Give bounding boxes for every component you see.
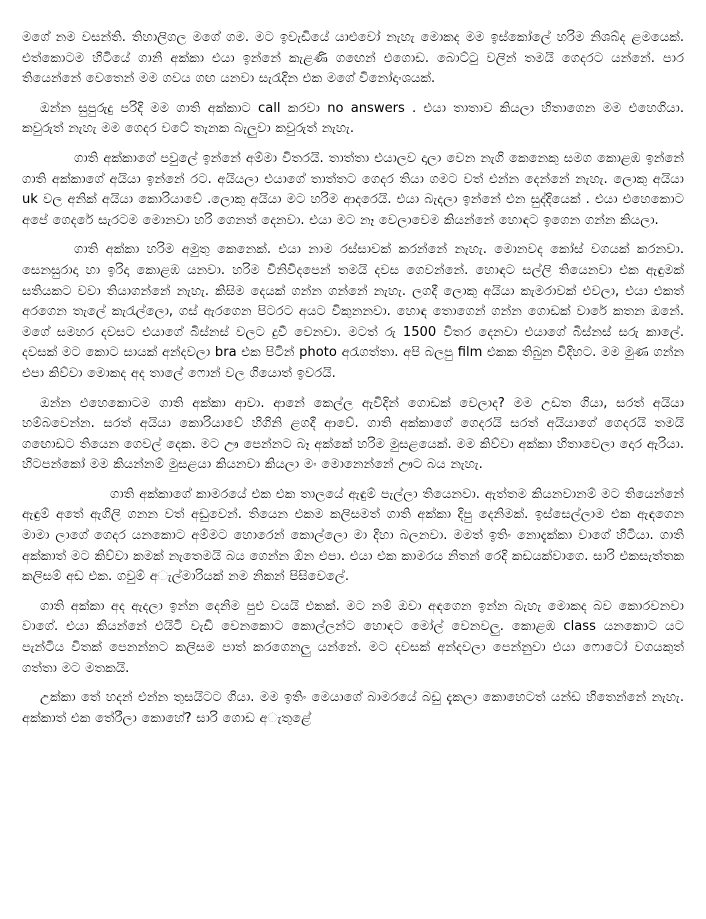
paragraph-3: ගාති අක්කාගේ පවුලේ ඉන්නේ අම්මා විතරයි. තාත්තා එයාලව දාලා වෙන නැගි කෙනෙකු සමග කොළඹ ඉන්නේ ගාති අක්කාගේ අයියා ඉන්නේ රට. අයියලා එයාගේ තාත්තට ගෙදර තියා ගමට වත් එන්න දෙන්නේ නැහැ. ලොකු අයියා uk වල අනික් අයියා කොරියාවේ .ලොකු අයියා මට හරිම ආදරෙයි. එයා බැදලා ඉන්නේ එන සුද්දියෙක් . එයා එහෙකොට අපේ ගෙදරේ සැරටම මොනවා හරි ගෙනත් දෙනවා. එයා මට නෑ වෙලාවෙම කියන්නේ හොඳට ඉගෙන ගන්න කියලා. <box>22 150 684 228</box>
paragraph-8: උක්කා තේ හදන් එන්න තුසයිටට ගියා. මම ඉතිං මෙයාගේ බාමරයේ බඩු දැකලා කොහෙටත් යන්ඩ හිතෙන්නේ නැහැ. අක්කාත් එක තේරීලා කොහේ? සාරි ගොඩ අැතුළේ <box>22 690 684 726</box>
paragraph-4: ගාති අක්කා හරිම අමුතු කෙනෙක්. එයා නාම රස්සාවක් කරන්නේ නැහැ. මොනවද කෝස් වගයක් කරනවා. සෙනසුරාදා හා ඉරිදා කොළඹ යනවා. හරිම විනිවිදපෙන් තමයි දවස ගෙවන්නේ. හොඳට සල්ලි තියෙනවා එක ඇඳුමක් සතියකට වවා තියාගන්නේ නැහැ. කිසිම දෙයක් ගන්න ගන්නේ නැහැ. ලගදී ලොකු අයියා කැමරාවක් එවලා, එයා එකත් අරගෙන තැලේ කැරැල්ලො, ගස් ඇරගෙන පිටරට අයට විකුනනවා. හොඳ තොගෙන් ගන්න ගොඩක් වාරේ කතන ඔනේ. මගේ සමහර දවසට එයාගේ බිස්නස් වලට දුවී වෙනවා. මටත් රු 1500 විතර දෙනවා එයාගේ බිස්නස් සරු කාලේ. දවසක් මට කොට සායක් අන්දවලා bra එක පිටින් photo අරැගත්තා. අපි බලපු film එකක තිබුන විදිහට. මම මුණ ගන්න එපා කිව්වා මොකද අද තාලේ ෆොන් වල ගියොත් ඉවරයි. <box>22 242 684 381</box>
paragraph-5: ඔන්න එහෙකොටම ගාති අක්කා ආවා. ආනේ කෙල්ල ඇවිදින් ගොඩක් වෙලාද? මම උඩත ගියා, සරත් අයියා හම්බවෙන්න. සරත් අයියා කොරියාවේ හිගිනි ළගදී ආවේ. ගාති අක්කාගේ ගෙදරයි සරත් අයියාගේ ගෙදරයි තමයි ගඟොඩට තියෙන ගෙවල් දෙක. මට ඌ පෙන්නට බෑ අක්කේ හරිම මුසළයෙක්. මම කිව්වා අක්කා හිතාවෙලා දොර ඇරියා. හිටපන්කෝ මම කියන්නම් මුසළයා කියනවා කියලා මං මොනෙන්නේ ඌට බය නැහැ. <box>22 395 684 473</box>
paragraph-6: ගාති අක්කාගේ කාමරයේ එක එක තාලයේ ඇඳුම් පැල්ලා තියෙනවා. ඇත්තම කියනවානම් මට තියෙන්නේ ඇඳුම් අතේ ඇගිලි ගනන වත් අඩුවෙන්. තියෙන එකම කලිසමත් ගාති අක්කා දිපු දෙනිමක්. ඉස්සෙල්ලාම එක ඇඳගෙන මාමා ලාගේ ගෙදර යනකොට අම්මට හොරෙන් කොල්ලො මා දිහා බලනවා. මමත් ඉතිං නොදැක්කා වාගේ හිටියා. ගාති අක්කාත් මට කිව්වා කමක් නැතෙමයි බය ගෙන්න ඕන එපා. එයා එක කාමරය නිතන් රෙදි කඩයක්වාගෙ. සාරි එකසැත්තක කලිසම් අඩ එක. ගවුම් අැල්මාරියක් නම නිකන් පිසිවෙලේ. <box>22 486 684 585</box>
paragraph-1: මගේ නම වසන්ති. තිහාලිගල මගේ ගම. මට ඉවැඩියේ යාළුවෝ නැහැ මොකද මම ඉස්කෝලේ හරිම නිශබ්ද ළමයෙක්. එත්කොටම හිටියේ ගානි අක්කා එයා ඉන්නේ කැළණි ගඟෙන් එගොඩ. බොට්ටු වලින් තමයි ගෙදරට යන්නේ. පාර තියෙන්නේ වෙතෙන් මම ගවය ගඟ යනවා සැරැදින එක මගේ විනෝදාංශයක්. <box>22 30 684 87</box>
paragraph-7: ගාති අක්කා අද ඇදලා ඉන්න දෙනිම පුළු වයයි එකක්. මට නම් ඔවා අඳගෙන ඉන්න බැහැ මොකද බව කොරවනවා වාගේ. එයා කියන්නේ එයිටි වැඩි වෙනකොට කොල්ලන්ට හොඳට මෝල් වෙනවලු. කොළඹ class යනකොට යට පැන්ටිය විතක් පෙනන්නට කලිසම පාත් කරගෙනලු යන්නේ. මට දවසක් අන්දවලා පෙන්නුවා එයා ෆොටෝ වගයකුත් ගත්තා මට මතකයි. <box>22 598 684 676</box>
paragraph-2: ඔන්න සුපුරුදු පරිදි මම ගාති අක්කාට call කරවා no answers . එයා තාතාව කියලා හිතාගෙන මම එහෙගියා. කවුරුත් නැහැ මම ගෙදර වටේ තැනක බැලුවා කවුරුත් නැහැ. <box>22 100 684 137</box>
